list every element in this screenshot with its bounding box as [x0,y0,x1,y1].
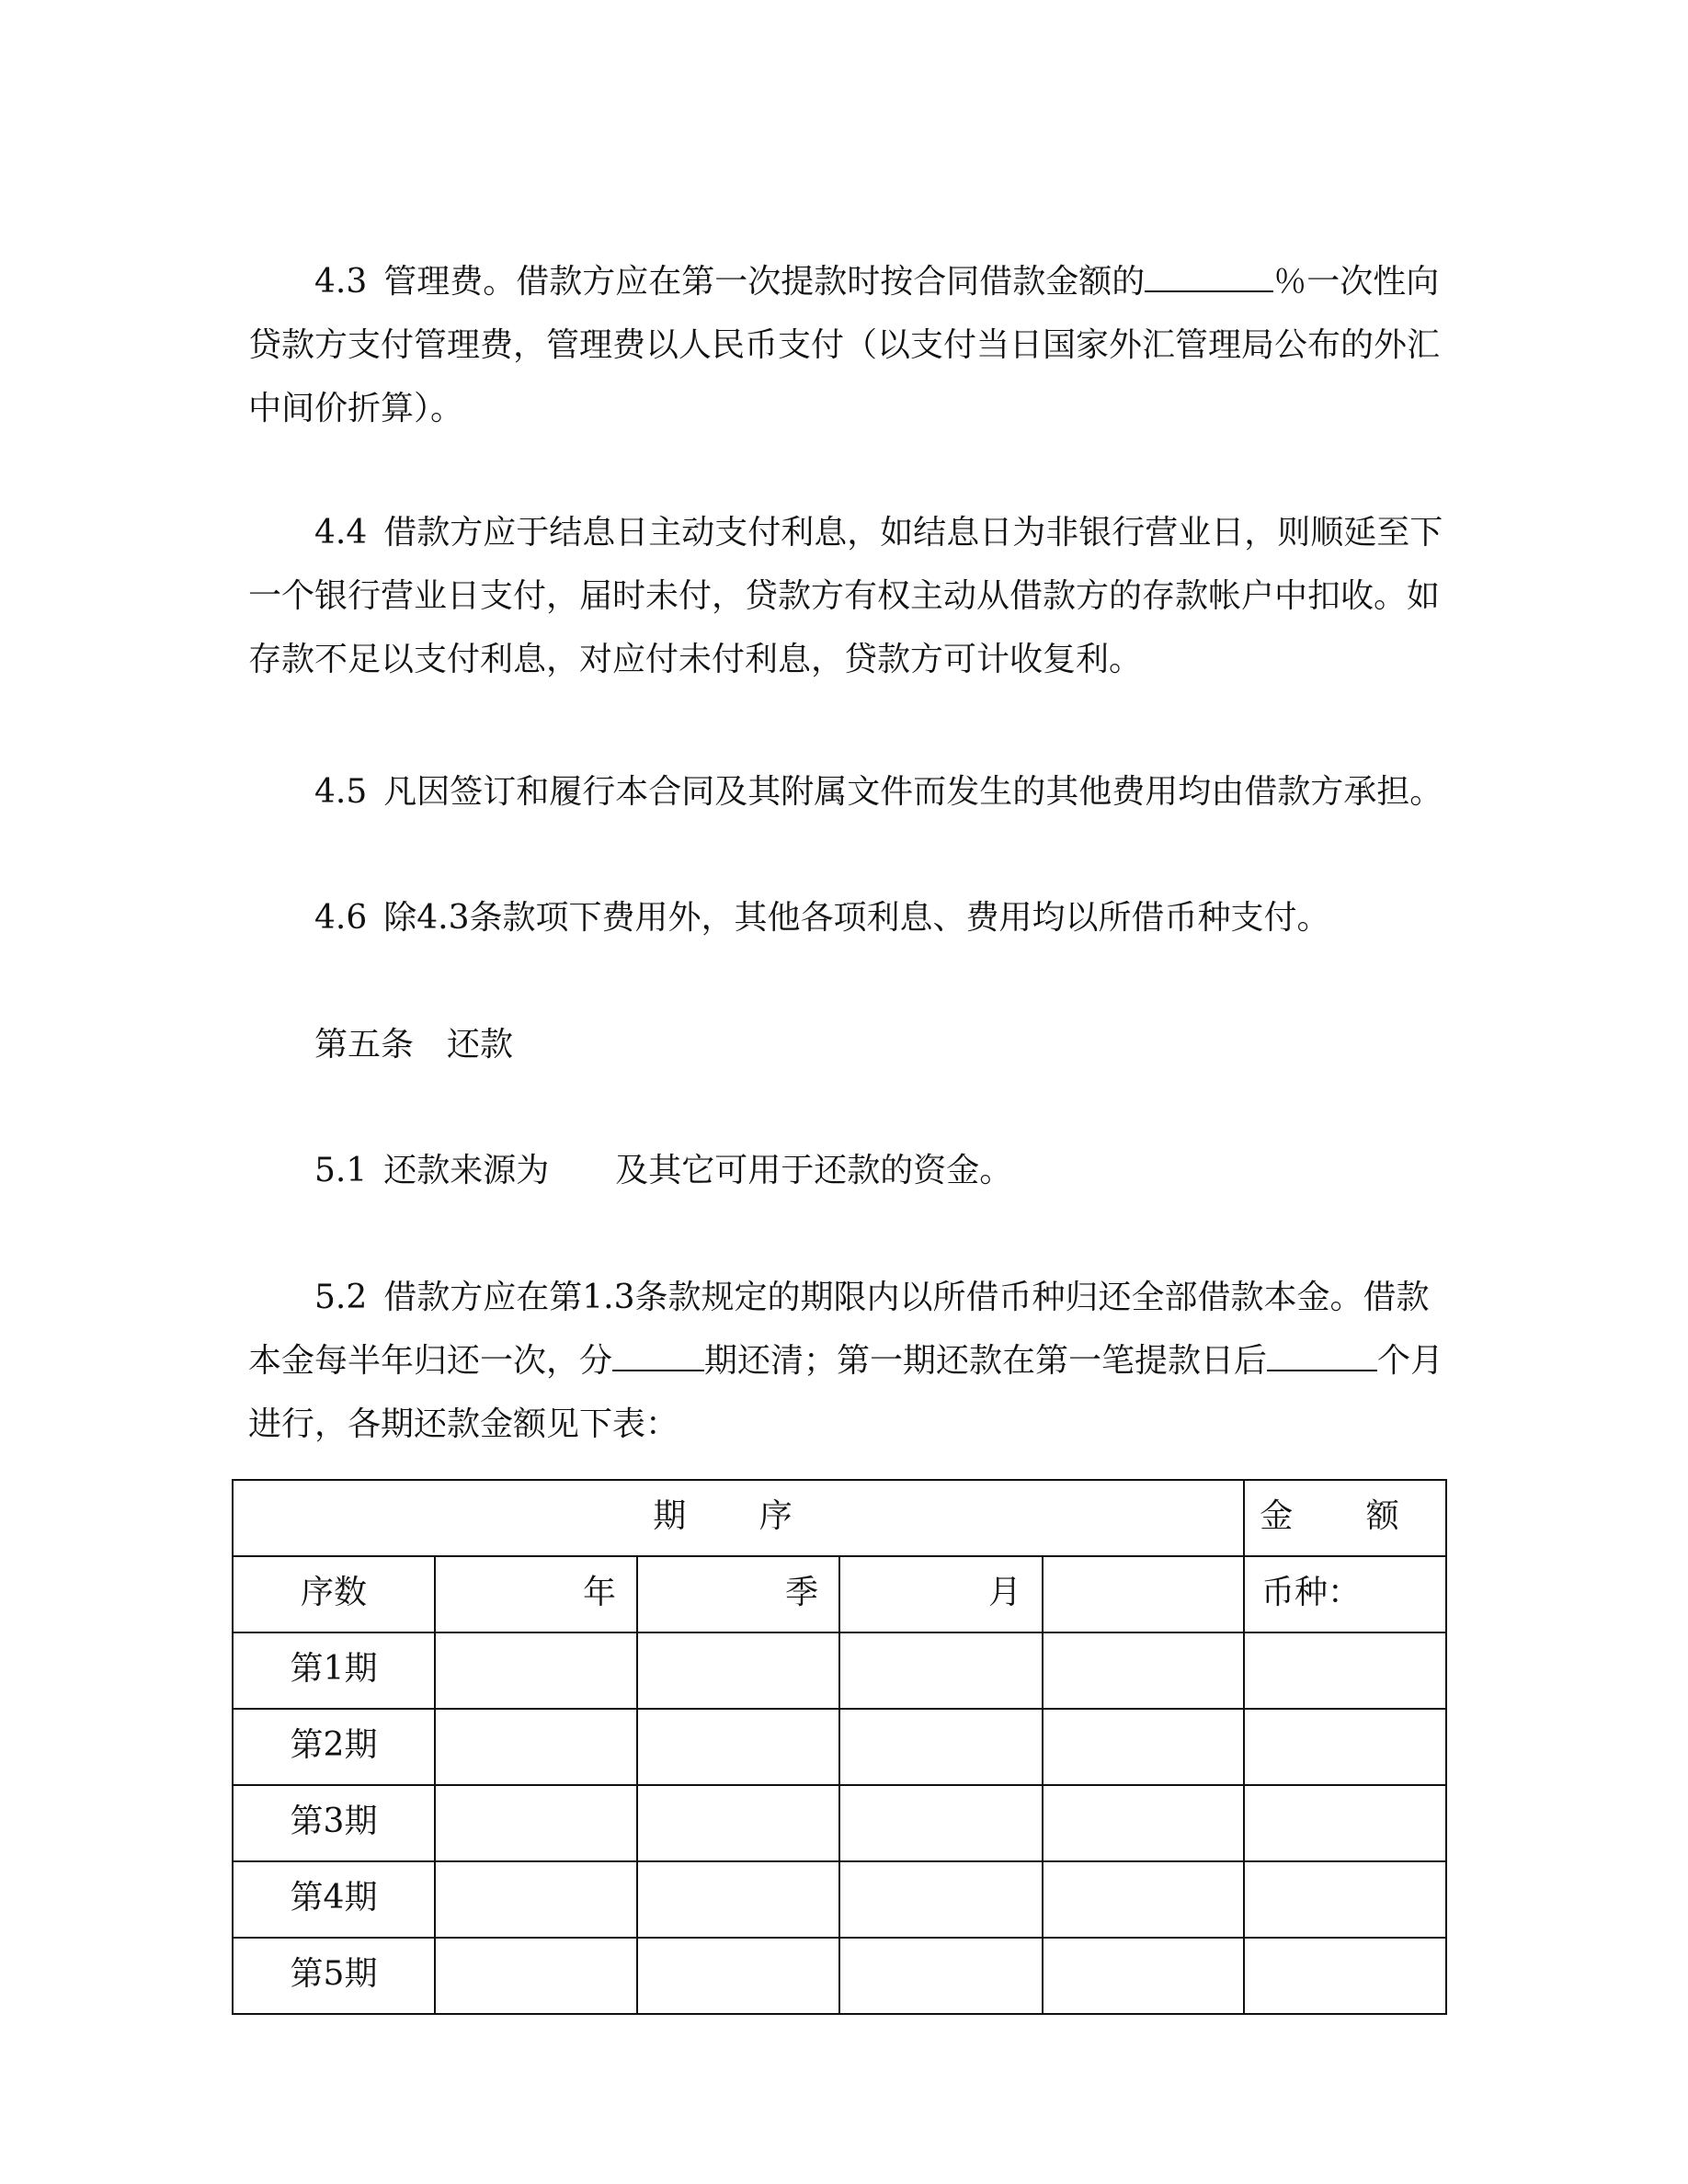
clause-text: 一个银行营业日支付，届时未付，贷款方有权主动从借款方的存款帐户中扣收。如 [248,577,1441,615]
table-cell[interactable] [435,1785,637,1861]
clause-number: 5.2 [314,1279,368,1316]
table-header-period: 期 序 [233,1480,1244,1556]
table-row [233,1709,1446,1785]
table-cell[interactable] [435,1861,637,1938]
table-cell[interactable] [1043,1861,1244,1938]
clause-text: 本金每半年归还一次，分 [248,1342,613,1380]
blank-fill-field[interactable] [612,1342,704,1371]
row-index-cell: 第5期 [233,1938,435,2014]
table-cell[interactable] [637,1709,839,1785]
row-index-cell: 第2期 [233,1709,435,1785]
table-header-amount: 金 额 [1244,1480,1446,1556]
clause-text: 借款方应在第1.3条款规定的期限内以所借币种归还全部借款本金。借款 [383,1279,1430,1316]
clause-number: 4.5 [314,773,368,811]
clause-text: 进行，各期还款金额见下表： [248,1405,679,1443]
clause-5-2 [248,1266,1443,1456]
table-header-index: 序数 [233,1556,435,1632]
clause-number: 4.4 [314,514,368,552]
clause-text: 凡因签订和履行本合同及其附属文件而发生的其他费用均由借款方承担。 [383,773,1443,811]
article-label: 第五条 [314,1026,415,1064]
table-row [233,1785,1446,1861]
clause-4-6 [248,886,1443,950]
clause-number: 4.3 [314,263,368,301]
table-cell[interactable] [839,1632,1043,1709]
table-header-blank [1043,1556,1244,1632]
table-header-currency: 币种： [1244,1556,1446,1632]
clause-text: 中间价折算）。 [248,390,464,427]
table-cell[interactable] [839,1861,1043,1938]
blank-fill-field[interactable] [1145,263,1273,292]
table-cell[interactable] [839,1938,1043,2014]
clause-4-3 [248,250,1443,440]
table-cell[interactable] [1043,1785,1244,1861]
table-header-month: 月 [839,1556,1043,1632]
table-cell[interactable] [1043,1938,1244,2014]
clause-text: ％一次性向 [1273,263,1440,301]
clause-text: 及其它可用于还款的资金。 [615,1152,1013,1189]
table-cell[interactable] [637,1632,839,1709]
table-cell[interactable] [435,1709,637,1785]
clause-text: 存款不足以支付利息，对应付未付利息，贷款方可计收复利。 [248,641,1143,678]
blank-fill-field[interactable] [1267,1342,1377,1371]
table-cell[interactable] [435,1938,637,2014]
table-cell[interactable] [1244,1632,1446,1709]
table-row [233,1861,1446,1938]
table-header-season: 季 [637,1556,839,1632]
clause-text: 除4.3条款项下费用外，其他各项利息、费用均以所借币种支付。 [383,899,1330,937]
table-cell[interactable] [1244,1938,1446,2014]
table-row [233,1938,1446,2014]
clause-text: 个月 [1377,1342,1444,1380]
table-cell[interactable] [1043,1632,1244,1709]
table-cell[interactable] [1244,1861,1446,1938]
table-header-year: 年 [435,1556,637,1632]
table-cell[interactable] [435,1632,637,1709]
row-index-cell: 第3期 [233,1785,435,1861]
table-cell[interactable] [1043,1709,1244,1785]
clause-text: 借款方应于结息日主动支付利息，如结息日为非银行营业日，则顺延至下 [383,514,1443,552]
article-title: 还款 [447,1026,514,1064]
table-cell[interactable] [637,1785,839,1861]
clause-4-5 [248,760,1443,824]
row-index-cell: 第1期 [233,1632,435,1709]
table-row [233,1632,1446,1709]
article-5-heading [248,1013,1443,1076]
table-subheader-row [233,1556,1446,1632]
clause-number: 5.1 [314,1152,368,1189]
table-cell[interactable] [637,1938,839,2014]
clause-text: 还款来源为 [383,1152,550,1189]
clause-text: 管理费。借款方应在第一次提款时按合同借款金额的 [383,263,1146,301]
clause-4-4 [248,501,1443,691]
clause-number: 4.6 [314,899,368,937]
clause-5-1 [248,1139,1443,1202]
clause-text: 期还清；第一期还款在第一笔提款日后 [704,1342,1268,1380]
table-cell[interactable] [839,1785,1043,1861]
row-index-cell: 第4期 [233,1861,435,1938]
table-cell[interactable] [1244,1709,1446,1785]
repayment-schedule-table [232,1479,1447,2015]
table-cell[interactable] [839,1709,1043,1785]
table-cell[interactable] [1244,1785,1446,1861]
clause-text: 贷款方支付管理费，管理费以人民币支付（以支付当日国家外汇管理局公布的外汇 [248,326,1441,364]
table-header-row [233,1480,1446,1556]
table-cell[interactable] [637,1861,839,1938]
